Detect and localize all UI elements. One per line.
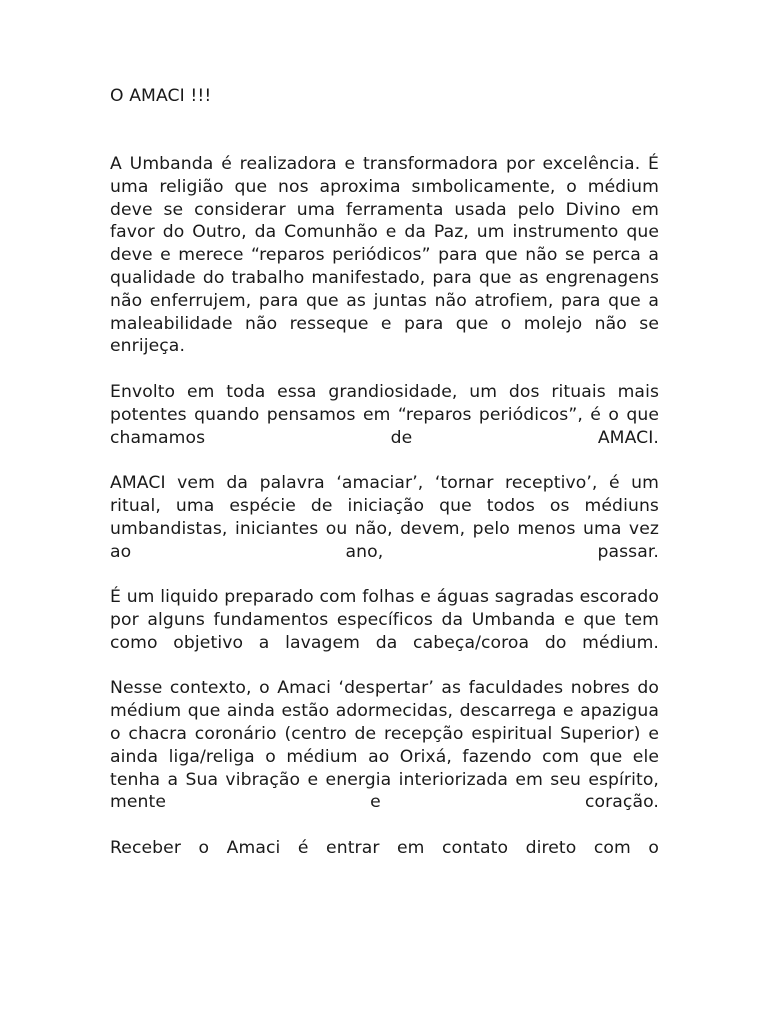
document-body	[110, 153, 659, 860]
paragraph-umbanda-intro: A Umbanda é realizadora e transformadora por excelência. É uma religião que nos aproxima sımbolicamente, o médium deve se considerar uma ferramenta usada pelo Divino em favor do Outro, da Comunhão e da Paz, um instrumento que deve e merece “reparos periódicos” para que não se perca a qualidade do trabalho manifestado, para que as engrenagens não enferrujem, para que as juntas não atrofiem, para que a maleabilidade não resseque e para que o molejo não se enrijeça.	[110, 154, 659, 357]
paragraph-contexto: Nesse contexto, o Amaci ‘despertar’ as faculdades nobres do médium que ainda estão adormecidas, descarrega e apazigua o chacra coronário (centro de recepção espiritual Superior) e ainda liga/religa o médium ao Orixá, fazendo com que ele tenha a Sua vibração e energia interiorizada em seu espírito, mente e coração.	[110, 678, 659, 813]
paragraph-grandiosidade: Envolto em toda essa grandiosidade, um dos rituais mais potentes quando pensamos em “reparos periódicos”, é o que chamamos de AMACI.	[110, 381, 659, 448]
paragraph-amaci-meaning: AMACI vem da palavra ‘amaciar’, ‘tornar receptivo’, é um ritual, uma espécie de iniciação que todos os médiuns umbandistas, iniciantes ou não, devem, pelo menos uma vez ao ano, passar.	[110, 473, 659, 562]
paragraph-receber: Receber o Amaci é entrar em contato direto com o	[110, 837, 659, 858]
document-title: O AMACI !!!	[110, 86, 212, 106]
paragraph-liquido: É um liquido preparado com folhas e águas sagradas escorado por alguns fundamentos específicos da Umbanda e que tem como objetivo a lavagem da cabeça/coroa do médium.	[110, 587, 659, 653]
